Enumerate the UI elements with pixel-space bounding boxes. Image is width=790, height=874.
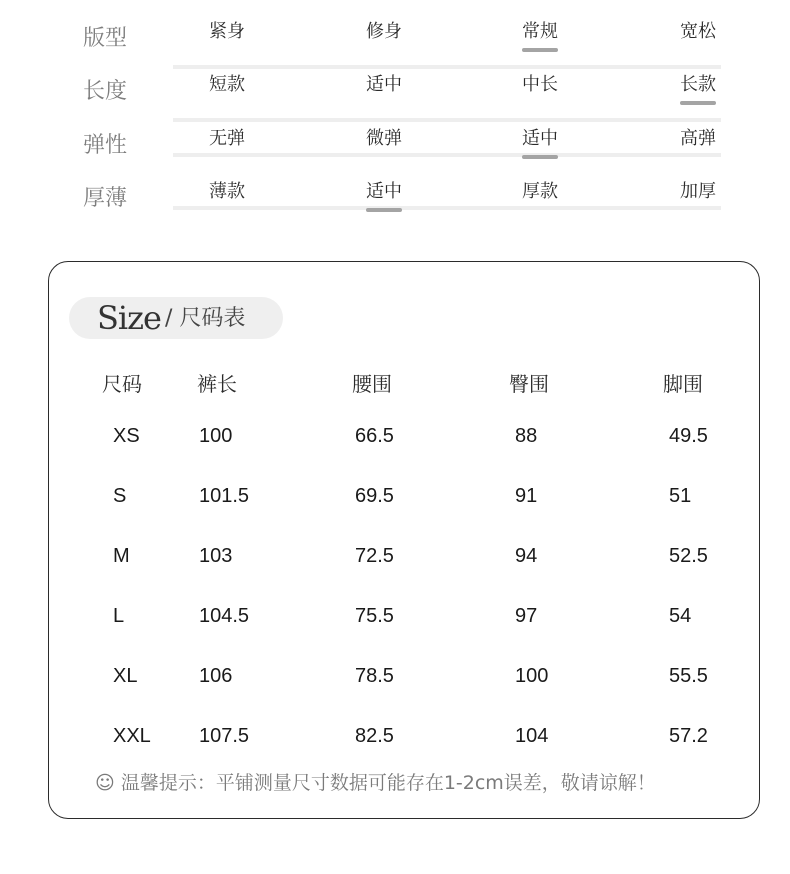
table-header: 臀围: [509, 372, 549, 396]
attr-track: [173, 153, 721, 157]
size-subtitle: / 尺码表: [165, 306, 246, 331]
table-cell: 100: [515, 665, 549, 687]
table-cell: 51: [669, 485, 692, 507]
attr-row-thickness: [0, 180, 790, 234]
table-cell: 88: [515, 425, 538, 447]
attr-option: 薄款: [209, 181, 245, 202]
table-cell: 57.2: [669, 725, 708, 747]
size-title-pill: [69, 297, 283, 339]
attr-label: 版型: [83, 26, 128, 51]
attr-option: 宽松: [680, 21, 716, 42]
table-cell: 104.5: [199, 605, 250, 627]
table-cell: 54: [669, 605, 692, 627]
attr-option: 高弹: [680, 128, 716, 149]
table-cell: 49.5: [669, 425, 708, 447]
attr-label: 弹性: [83, 133, 128, 158]
table-cell: XXL: [113, 725, 151, 747]
table-cell: 103: [199, 545, 233, 567]
attr-option-selected: 常规: [522, 21, 558, 42]
table-cell: 69.5: [355, 485, 394, 507]
table-cell: 100: [199, 425, 233, 447]
table-cell: 78.5: [355, 665, 394, 687]
attr-option: 短款: [209, 74, 245, 95]
size-title: Size: [97, 299, 161, 337]
attr-option: 中长: [522, 74, 558, 95]
table-header: 裤长: [197, 372, 237, 396]
attr-row-fit: [0, 20, 790, 74]
table-header: 脚围: [663, 372, 703, 396]
table-cell: L: [113, 605, 125, 627]
smiley-icon: ☺: [95, 772, 115, 794]
table-cell: 91: [515, 485, 538, 507]
table-cell: 94: [515, 545, 538, 567]
attr-label: 长度: [83, 79, 128, 104]
attr-option: 厚款: [522, 181, 558, 202]
measurement-tip: [95, 770, 656, 796]
table-cell: 55.5: [669, 665, 708, 687]
table-cell: 97: [515, 605, 538, 627]
attr-option: 紧身: [209, 21, 245, 42]
attr-option-selected: 适中: [522, 128, 558, 149]
attr-row-length: [0, 73, 790, 127]
table-header: 尺码: [102, 372, 142, 396]
attr-track: [173, 118, 721, 122]
attr-track: [173, 65, 721, 69]
table-cell: M: [113, 545, 130, 567]
attr-option: 适中: [366, 74, 402, 95]
table-header: 腰围: [352, 372, 392, 396]
attr-label: 厚薄: [83, 186, 128, 211]
table-cell: 107.5: [199, 725, 250, 747]
attr-option-selected: 适中: [366, 181, 402, 202]
table-cell: 52.5: [669, 545, 708, 567]
attr-option: 加厚: [680, 181, 716, 202]
table-cell: XL: [113, 665, 138, 687]
table-cell: 72.5: [355, 545, 394, 567]
attr-option: 修身: [366, 21, 402, 42]
attr-option: 无弹: [209, 128, 245, 149]
table-cell: S: [113, 485, 127, 507]
attr-option-selected: 长款: [680, 74, 716, 95]
attr-track: [173, 206, 721, 210]
table-cell: 104: [515, 725, 549, 747]
attr-row-elasticity: [0, 127, 790, 181]
table-cell: 82.5: [355, 725, 394, 747]
table-cell: 106: [199, 665, 233, 687]
table-cell: 66.5: [355, 425, 394, 447]
table-cell: XS: [113, 425, 140, 447]
attr-option: 微弹: [366, 128, 402, 149]
table-cell: 75.5: [355, 605, 394, 627]
size-chart-card: [48, 261, 760, 819]
tip-text: 温馨提示：平铺测量尺寸数据可能存在1-2cm误差，敬请谅解！: [120, 772, 656, 794]
table-cell: 101.5: [199, 485, 250, 507]
